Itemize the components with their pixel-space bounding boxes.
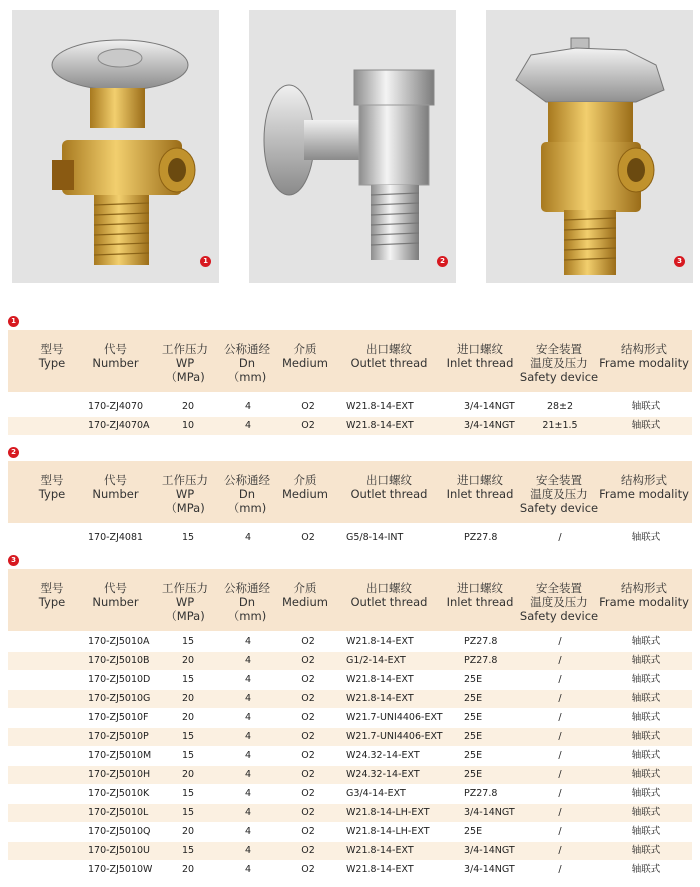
cell-frame: 轴联式 [631, 636, 661, 647]
table-row [8, 417, 692, 435]
header-number: 代号 Number [92, 342, 139, 370]
header-number: 代号 Number [92, 581, 139, 609]
cell-dn: 4 [244, 401, 252, 412]
header-dn: 公称通经 Dn （mm) [224, 473, 270, 515]
table-row [8, 709, 692, 727]
cell-inlet: 25E [464, 693, 483, 704]
cell-inlet: 25E [464, 769, 483, 780]
cell-inlet: 3/4-14NGT [464, 807, 515, 818]
cell-medium: O2 [301, 693, 315, 704]
cell-inlet: 25E [464, 674, 483, 685]
table-row [8, 529, 692, 547]
cell-number: 170-ZJ5010K [88, 788, 150, 799]
cell-safety: / [558, 731, 562, 742]
cell-wp: 15 [181, 731, 195, 742]
header-wp: 工作压力 WP （MPa) [162, 581, 208, 623]
cell-dn: 4 [244, 750, 252, 761]
cell-dn: 4 [244, 712, 252, 723]
cell-wp: 15 [181, 788, 195, 799]
cell-frame: 轴联式 [631, 826, 661, 837]
cell-inlet: 25E [464, 826, 483, 837]
cell-dn: 4 [244, 731, 252, 742]
cell-medium: O2 [301, 401, 315, 412]
cell-dn: 4 [244, 864, 252, 875]
cell-frame: 轴联式 [631, 750, 661, 761]
cell-outlet: G3/4-14-EXT [346, 788, 406, 799]
header-safety: 安全装置 温度及压力 Safety device [519, 473, 599, 515]
cell-medium: O2 [301, 420, 315, 431]
cell-safety: / [558, 807, 562, 818]
header-inlet: 进口螺纹 Inlet thread [446, 581, 514, 609]
cell-safety: / [558, 788, 562, 799]
header-outlet: 出口螺纹 Outlet thread [350, 342, 428, 370]
photo-badge: 3 [674, 256, 685, 267]
cell-safety: / [558, 750, 562, 761]
cell-medium: O2 [301, 769, 315, 780]
table-row [8, 766, 692, 784]
cell-inlet: PZ27.8 [464, 788, 498, 799]
cell-outlet: W21.8-14-EXT [346, 636, 414, 647]
cell-medium: O2 [301, 636, 315, 647]
header-number: 代号 Number [92, 473, 139, 501]
cell-safety: / [558, 712, 562, 723]
table-header [8, 461, 692, 523]
cell-frame: 轴联式 [631, 401, 661, 412]
cell-frame: 轴联式 [631, 731, 661, 742]
brass-valve-image [12, 10, 219, 283]
section-badge: 3 [8, 555, 19, 566]
product-photos [0, 0, 700, 300]
cell-wp: 15 [181, 750, 195, 761]
cell-medium: O2 [301, 807, 315, 818]
header-frame: 结构形式 Frame modality [599, 473, 689, 501]
cell-medium: O2 [301, 655, 315, 666]
brass-valve-image [486, 10, 693, 283]
cell-dn: 4 [244, 636, 252, 647]
cell-number: 170-ZJ5010F [88, 712, 149, 723]
header-type: 型号 Type [38, 342, 66, 370]
cell-outlet: W21.8-14-EXT [346, 420, 414, 431]
valve-photo-2 [249, 10, 456, 283]
cell-outlet: W24.32-14-EXT [346, 750, 420, 761]
header-inlet: 进口螺纹 Inlet thread [446, 473, 514, 501]
cell-medium: O2 [301, 731, 315, 742]
cell-outlet: G5/8-14-INT [346, 532, 404, 543]
cell-inlet: PZ27.8 [464, 636, 498, 647]
cell-safety: / [558, 845, 562, 856]
valve-photo-3 [486, 10, 693, 283]
cell-inlet: 3/4-14NGT [464, 420, 515, 431]
cell-safety: / [558, 693, 562, 704]
section-badge: 2 [8, 447, 19, 458]
cell-outlet: W21.8-14-EXT [346, 864, 414, 875]
cell-outlet: W21.8-14-EXT [346, 693, 414, 704]
cell-safety: / [558, 769, 562, 780]
cell-number: 170-ZJ5010Q [88, 826, 151, 837]
cell-number: 170-ZJ4081 [88, 532, 144, 543]
table-row [8, 652, 692, 670]
cell-wp: 15 [181, 532, 195, 543]
cell-outlet: W21.8-14-LH-EXT [346, 807, 430, 818]
cell-dn: 4 [244, 807, 252, 818]
header-outlet: 出口螺纹 Outlet thread [350, 473, 428, 501]
header-safety: 安全装置 温度及压力 Safety device [519, 581, 599, 623]
cell-frame: 轴联式 [631, 693, 661, 704]
cell-dn: 4 [244, 674, 252, 685]
cell-outlet: W24.32-14-EXT [346, 769, 420, 780]
cell-wp: 15 [181, 674, 195, 685]
header-safety: 安全装置 温度及压力 Safety device [519, 342, 599, 384]
cell-frame: 轴联式 [631, 655, 661, 666]
cell-number: 170-ZJ5010U [88, 845, 151, 856]
cell-safety: / [558, 532, 562, 543]
cell-frame: 轴联式 [631, 788, 661, 799]
table-row [8, 728, 692, 746]
table-row [8, 690, 692, 708]
cell-frame: 轴联式 [631, 420, 661, 431]
section-badge: 1 [8, 316, 19, 327]
cell-medium: O2 [301, 674, 315, 685]
cell-safety: / [558, 864, 562, 875]
cell-number: 170-ZJ5010H [88, 769, 151, 780]
cell-wp: 20 [181, 769, 195, 780]
cell-inlet: 25E [464, 731, 483, 742]
header-medium: 介质 Medium [282, 473, 328, 501]
cell-frame: 轴联式 [631, 769, 661, 780]
cell-frame: 轴联式 [631, 532, 661, 543]
chrome-valve-image [249, 10, 456, 283]
photo-badge: 2 [437, 256, 448, 267]
cell-outlet: W21.7-UNI4406-EXT [346, 712, 443, 723]
table-row [8, 823, 692, 841]
cell-number: 170-ZJ5010B [88, 655, 150, 666]
header-wp: 工作压力 WP （MPa) [162, 473, 208, 515]
cell-dn: 4 [244, 532, 252, 543]
cell-dn: 4 [244, 655, 252, 666]
cell-outlet: W21.8-14-EXT [346, 674, 414, 685]
cell-frame: 轴联式 [631, 845, 661, 856]
cell-number: 170-ZJ5010A [88, 636, 150, 647]
cell-safety: 21±1.5 [542, 420, 578, 431]
table-row [8, 633, 692, 651]
header-dn: 公称通经 Dn （mm) [224, 342, 270, 384]
cell-medium: O2 [301, 788, 315, 799]
cell-wp: 10 [181, 420, 195, 431]
cell-outlet: W21.8-14-EXT [346, 401, 414, 412]
header-medium: 介质 Medium [282, 342, 328, 370]
header-medium: 介质 Medium [282, 581, 328, 609]
cell-inlet: PZ27.8 [464, 655, 498, 666]
table-header [8, 330, 692, 392]
cell-number: 170-ZJ5010W [88, 864, 153, 875]
cell-safety: / [558, 636, 562, 647]
cell-wp: 20 [181, 693, 195, 704]
cell-dn: 4 [244, 693, 252, 704]
cell-outlet: W21.8-14-EXT [346, 845, 414, 856]
cell-dn: 4 [244, 769, 252, 780]
cell-wp: 20 [181, 826, 195, 837]
table-row [8, 785, 692, 803]
cell-wp: 15 [181, 845, 195, 856]
cell-medium: O2 [301, 845, 315, 856]
cell-inlet: PZ27.8 [464, 532, 498, 543]
cell-wp: 15 [181, 807, 195, 818]
cell-wp: 20 [181, 712, 195, 723]
cell-wp: 20 [181, 655, 195, 666]
cell-medium: O2 [301, 712, 315, 723]
cell-dn: 4 [244, 826, 252, 837]
cell-medium: O2 [301, 864, 315, 875]
cell-safety: / [558, 655, 562, 666]
cell-outlet: W21.7-UNI4406-EXT [346, 731, 443, 742]
header-wp: 工作压力 WP （MPa) [162, 342, 208, 384]
cell-inlet: 3/4-14NGT [464, 845, 515, 856]
cell-medium: O2 [301, 532, 315, 543]
cell-number: 170-ZJ4070A [88, 420, 150, 431]
cell-frame: 轴联式 [631, 864, 661, 875]
cell-frame: 轴联式 [631, 807, 661, 818]
table-row [8, 398, 692, 416]
cell-outlet: W21.8-14-LH-EXT [346, 826, 430, 837]
cell-safety: / [558, 826, 562, 837]
cell-inlet: 3/4-14NGT [464, 864, 515, 875]
cell-safety: 28±2 [546, 401, 574, 412]
cell-number: 170-ZJ5010M [88, 750, 152, 761]
table-row [8, 842, 692, 860]
cell-inlet: 3/4-14NGT [464, 401, 515, 412]
cell-medium: O2 [301, 826, 315, 837]
cell-medium: O2 [301, 750, 315, 761]
table-row [8, 671, 692, 689]
cell-wp: 20 [181, 864, 195, 875]
header-type: 型号 Type [38, 581, 66, 609]
cell-dn: 4 [244, 420, 252, 431]
photo-badge: 1 [200, 256, 211, 267]
header-frame: 结构形式 Frame modality [599, 342, 689, 370]
cell-frame: 轴联式 [631, 712, 661, 723]
cell-number: 170-ZJ5010P [88, 731, 149, 742]
table-row [8, 861, 692, 879]
cell-number: 170-ZJ4070 [88, 401, 144, 412]
header-frame: 结构形式 Frame modality [599, 581, 689, 609]
cell-outlet: G1/2-14-EXT [346, 655, 406, 666]
cell-wp: 20 [181, 401, 195, 412]
header-inlet: 进口螺纹 Inlet thread [446, 342, 514, 370]
cell-dn: 4 [244, 788, 252, 799]
cell-number: 170-ZJ5010D [88, 674, 151, 685]
cell-inlet: 25E [464, 712, 483, 723]
header-outlet: 出口螺纹 Outlet thread [350, 581, 428, 609]
header-dn: 公称通经 Dn （mm) [224, 581, 270, 623]
cell-number: 170-ZJ5010L [88, 807, 149, 818]
table-header [8, 569, 692, 631]
cell-wp: 15 [181, 636, 195, 647]
cell-inlet: 25E [464, 750, 483, 761]
table-row [8, 804, 692, 822]
cell-dn: 4 [244, 845, 252, 856]
table-row [8, 747, 692, 765]
valve-photo-1 [12, 10, 219, 283]
header-type: 型号 Type [38, 473, 66, 501]
cell-frame: 轴联式 [631, 674, 661, 685]
cell-number: 170-ZJ5010G [88, 693, 151, 704]
cell-safety: / [558, 674, 562, 685]
